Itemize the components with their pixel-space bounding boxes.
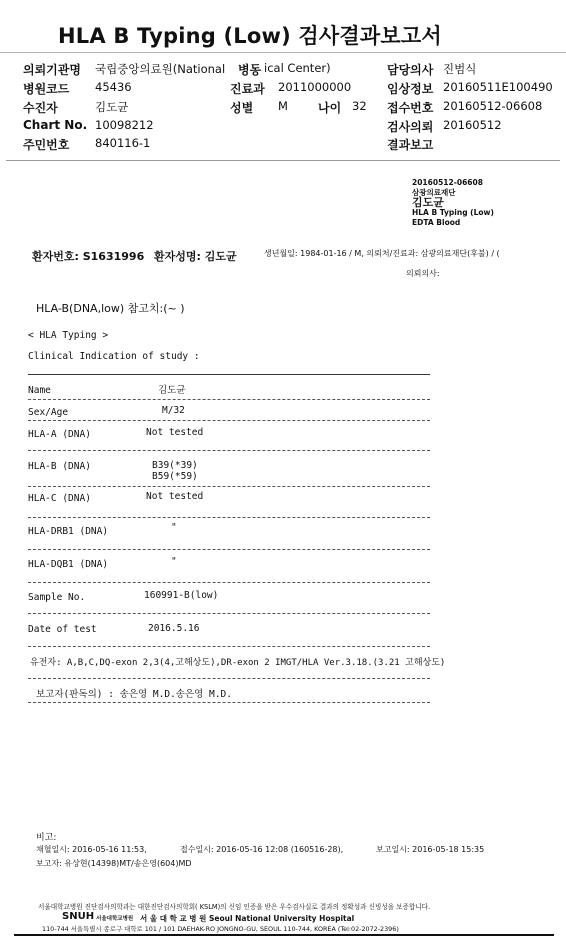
patient-number: 환자번호: S1631996 bbox=[32, 250, 145, 263]
patient-value: 김도균 bbox=[95, 100, 129, 114]
sticker-org: 삼광의료재단 bbox=[412, 188, 456, 197]
gene-divider bbox=[28, 678, 430, 679]
row-label-sample-no: Sample No. bbox=[28, 592, 86, 603]
hospital-address: 110-744 서울특별시 종로구 대학로 101 / 101 DAEHAK-RO JONGNO-GU, SEOUL 110-744, KOREA (Tel:02-2072-2396) bbox=[42, 925, 399, 933]
receipt-value: 20160512-06608 bbox=[443, 99, 543, 113]
row-label-hla-drb1: HLA-DRB1 (DNA) bbox=[28, 526, 109, 537]
row-value-hla-b-2: B59(*59) bbox=[152, 471, 198, 482]
title-divider bbox=[0, 52, 566, 53]
scanned-report bbox=[14, 168, 554, 938]
header-divider bbox=[6, 160, 560, 161]
row-divider bbox=[28, 420, 430, 421]
institution-value-cont: ical Center) bbox=[264, 61, 331, 75]
ward-label: 병동 bbox=[238, 63, 262, 77]
chart-value: 10098212 bbox=[95, 118, 154, 132]
reporters: 보고자: 유상현(14398)MT/송은영(604)MD bbox=[36, 859, 192, 868]
row-label-name: Name bbox=[28, 385, 51, 396]
row-divider bbox=[28, 399, 430, 400]
clinical-indication: Clinical Indication of study : bbox=[28, 351, 200, 362]
hospital-code-value: 45436 bbox=[95, 80, 132, 94]
page-title: HLA B Typing (Low) 검사결과보고서 bbox=[58, 24, 442, 48]
hospital-code-label: 병원코드 bbox=[23, 82, 70, 96]
sticker-test: HLA B Typing (Low) bbox=[412, 208, 494, 217]
reporter-divider bbox=[28, 702, 430, 703]
specimen-label bbox=[412, 178, 494, 228]
row-divider bbox=[28, 517, 430, 518]
row-value-hla-dqb1: " bbox=[171, 556, 177, 567]
sex-label: 성별 bbox=[230, 101, 254, 115]
row-divider bbox=[28, 549, 430, 550]
table-top-line bbox=[28, 374, 430, 375]
sticker-number: 20160512-06608 bbox=[412, 178, 483, 187]
dob-line: 생년월일: 1984-01-16 / M, 의뢰처/진료과: 삼광의료재단(후불) / ( bbox=[264, 249, 500, 258]
request-value: 20160512 bbox=[443, 118, 502, 132]
ssn-value: 840116-1 bbox=[95, 136, 151, 150]
section-heading: < HLA Typing > bbox=[28, 330, 109, 341]
gene-line: 유전자: A,B,C,DQ-exon 2,3(4,고해상도),DR-exon 2 IMGT/HLA Ver.3.18.(3.21 고해상도) bbox=[30, 658, 446, 668]
age-label: 나이 bbox=[318, 101, 342, 115]
row-divider bbox=[28, 582, 430, 583]
row-label-hla-dqb1: HLA-DQB1 (DNA) bbox=[28, 559, 109, 570]
hospital-name: 서 울 대 학 교 병 원 Seoul National University Hospital bbox=[140, 914, 355, 923]
note-label: 비고: bbox=[36, 833, 57, 843]
request-label: 검사의뢰 bbox=[387, 120, 434, 134]
dept-label: 진료과 bbox=[230, 82, 265, 96]
patient-label: 수진자 bbox=[23, 101, 58, 115]
row-label-hla-a: HLA-A (DNA) bbox=[28, 429, 91, 440]
row-label-date-of-test: Date of test bbox=[28, 624, 97, 635]
row-label-hla-b: HLA-B (DNA) bbox=[28, 461, 91, 472]
collected-time: 채혈일시: 2016-05-16 11:53, bbox=[36, 845, 147, 854]
row-value-name: 김도균 bbox=[158, 385, 186, 396]
dept-value: 2011000000 bbox=[278, 80, 352, 94]
footer-border bbox=[14, 934, 554, 936]
row-value-date-of-test: 2016.5.16 bbox=[148, 623, 200, 634]
row-divider bbox=[28, 486, 430, 487]
row-label-hla-c: HLA-C (DNA) bbox=[28, 493, 91, 504]
sticker-name: 김도균 bbox=[412, 196, 444, 209]
row-value-hla-c: Not tested bbox=[146, 491, 204, 502]
row-value-hla-a: Not tested bbox=[146, 427, 204, 438]
row-value-sex-age: M/32 bbox=[162, 405, 185, 416]
chart-label: Chart No. bbox=[23, 118, 88, 132]
receipt-label: 접수번호 bbox=[387, 101, 434, 115]
test-title: HLA-B(DNA,low) 참고치:(~ ) bbox=[36, 302, 185, 315]
reporter-line: 보고자(판독의) : 송은영 M.D.송은영 M.D. bbox=[36, 689, 232, 700]
patient-name: 환자성명: 김도균 bbox=[154, 250, 237, 263]
result-label: 결과보고 bbox=[387, 138, 434, 152]
received-time: 접수일시: 2016-05-16 12:08 (160516-28), bbox=[180, 845, 344, 854]
sticker-tube: EDTA Blood bbox=[412, 218, 461, 227]
clinical-value: 20160511E100490 bbox=[443, 80, 553, 94]
doctor-value: 진범식 bbox=[443, 62, 477, 76]
hospital-logo-sub: 서울대학교병원 bbox=[96, 916, 134, 922]
row-value-hla-b-1: B39(*39) bbox=[152, 460, 198, 471]
doctor-label: 담당의사 bbox=[387, 63, 434, 77]
row-label-sex-age: Sex/Age bbox=[28, 407, 69, 418]
age-value: 32 bbox=[352, 99, 367, 113]
row-divider bbox=[28, 646, 430, 647]
row-divider bbox=[28, 450, 430, 451]
ssn-label: 주민번호 bbox=[23, 138, 70, 152]
reported-time: 보고일시: 2016-05-18 15:35 bbox=[376, 845, 485, 854]
sex-value: M bbox=[278, 99, 288, 113]
row-value-hla-drb1: " bbox=[171, 522, 177, 533]
certification-note: 서울대학교병원 진단검사의학과는 대한진단검사의학회( KSLM)의 신임 인증을 받은 우수검사실로 결과의 정확성과 신빙성을 보증합니다. bbox=[38, 903, 431, 911]
row-value-sample-no: 160991-B(low) bbox=[144, 590, 219, 601]
hospital-logo: SNUH bbox=[62, 911, 95, 922]
row-divider bbox=[28, 613, 430, 614]
clinical-label: 임상정보 bbox=[387, 82, 434, 96]
institution-label: 의뢰기관명 bbox=[23, 63, 81, 77]
requester: 의뢰의사: bbox=[406, 269, 440, 278]
institution-value: 국립중앙의료원(National bbox=[95, 62, 226, 76]
